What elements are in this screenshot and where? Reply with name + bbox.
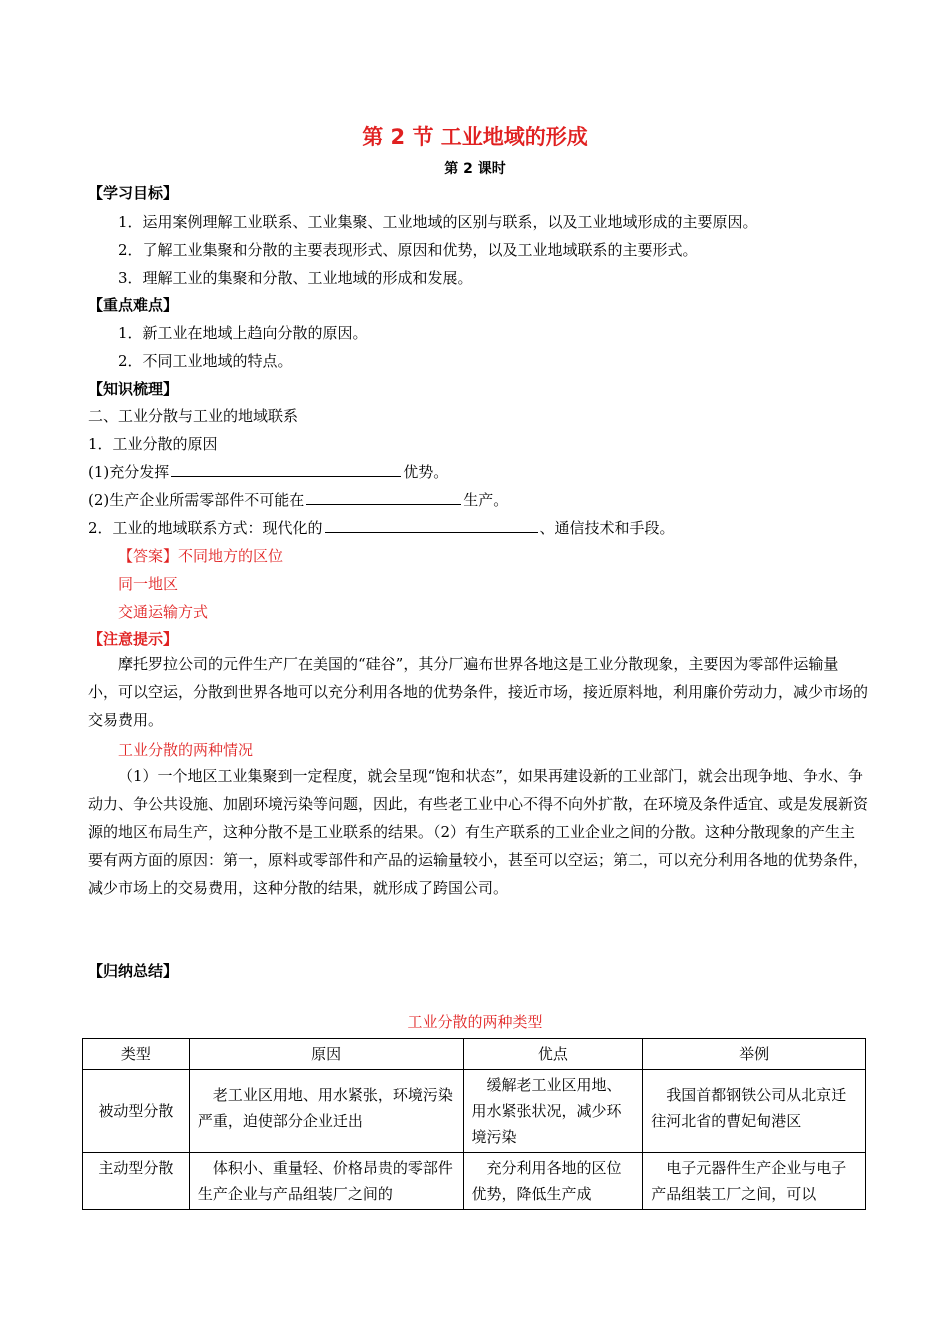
page-subtitle: 第 2 课时: [444, 161, 506, 177]
summary-heading: 【归纳总结】: [88, 962, 179, 980]
notes-heading: 【注意提示】: [88, 630, 179, 648]
knowledge-heading: 【知识梳理】: [88, 380, 179, 398]
goal-item: 2．了解工业集聚和分散的主要表现形式、原因和优势，以及工业地域联系的主要形式。: [118, 241, 698, 259]
table-cell: 缓解老工业区用地、用水紧张状况，减少环境污染: [463, 1070, 643, 1153]
table-cell: 体积小、重量轻、价格昂贵的零部件生产企业与产品组装厂之间的: [189, 1153, 463, 1210]
answer-line: 交通运输方式: [118, 603, 209, 621]
header-cell: 举例: [643, 1039, 866, 1070]
table-row: [83, 1070, 866, 1153]
table-cell: 我国首都钢铁公司从北京迁往河北省的曹妃甸港区: [643, 1070, 866, 1153]
table-cell: 老工业区用地、用水紧张，环境污染严重，迫使部分企业迁出: [189, 1070, 463, 1153]
fill-question-3: [88, 517, 675, 538]
table-cell: 被动型分散: [83, 1070, 190, 1153]
fill-question-2: [88, 489, 508, 510]
q1-prefix: (1)充分发挥: [88, 463, 170, 481]
table-title: 工业分散的两种类型: [407, 1013, 543, 1031]
answer-blank[interactable]: [171, 461, 401, 477]
answer-line: 同一地区: [118, 575, 179, 593]
answer-blank[interactable]: [306, 489, 461, 505]
answer-blank[interactable]: [325, 517, 538, 533]
table-cell: 主动型分散: [83, 1153, 190, 1210]
header-cell: 优点: [463, 1039, 643, 1070]
goals-heading: 【学习目标】: [88, 184, 179, 202]
q2-prefix: (2)生产企业所需零部件不可能在: [88, 491, 305, 509]
q3-suffix: 、通信技术和手段。: [539, 519, 675, 537]
notes-paragraph: （1）一个地区工业集聚到一定程度，就会呈现“饱和状态”，如果再建设新的工业部门，就会出现争地、争水、争动力、争公共设施、加剧环境污染等问题，因此，有些老工业中心不得不向外扩散，在环境及条件适宜、或是发展新资源的地区布局生产，这种分散不是工业联系的结果。（2）有生产联系的工业企业之间的分散。这种分散现象的产生主要有两方面的原因：第一，原料或零部件和产品的运输量较小，甚至可以空运；第二，可以充分利用各地的优势条件，减少市场上的交易费用，这种分散的结果，就形成了跨国公司。: [88, 767, 869, 897]
summary-table: [82, 1038, 866, 1210]
notes-subheading: 工业分散的两种情况: [118, 741, 254, 759]
table-cell: 充分利用各地的区位优势，降低生产成: [463, 1153, 643, 1210]
keypoint-item: 2．不同工业地域的特点。: [118, 352, 293, 370]
header-cell: 原因: [189, 1039, 463, 1070]
page-title: 第 2 节 工业地域的形成: [362, 125, 588, 149]
goal-item: 1．运用案例理解工业联系、工业集聚、工业地域的区别与联系，以及工业地域形成的主要原因。: [118, 213, 758, 231]
goal-item: 3．理解工业的集聚和分散、工业地域的形成和发展。: [118, 269, 473, 287]
section-heading: 二、工业分散与工业的地域联系: [88, 407, 299, 425]
table-header-row: [83, 1039, 866, 1070]
keypoint-item: 1．新工业在地域上趋向分散的原因。: [118, 324, 368, 342]
q1-suffix: 优势。: [403, 463, 449, 481]
table-cell: 电子元器件生产企业与电子产品组装工厂之间，可以: [643, 1153, 866, 1210]
table-row: [83, 1153, 866, 1210]
notes-paragraph: 摩托罗拉公司的元件生产厂在美国的“硅谷”，其分厂遍布世界各地这是工业分散现象，主要因为零部件运输量小，可以空运，分散到世界各地可以充分利用各地的优势条件，接近市场，接近原料地，利用廉价劳动力，减少市场的交易费用。: [88, 655, 869, 729]
header-cell: 类型: [83, 1039, 190, 1070]
answer-line: 【答案】不同地方的区位: [118, 547, 284, 565]
knowledge-item: 1．工业分散的原因: [88, 435, 218, 453]
fill-question-1: [88, 461, 448, 482]
q3-prefix: 2．工业的地域联系方式：现代化的: [88, 519, 323, 537]
keypoints-heading: 【重点难点】: [88, 296, 179, 314]
q2-suffix: 生产。: [463, 491, 509, 509]
